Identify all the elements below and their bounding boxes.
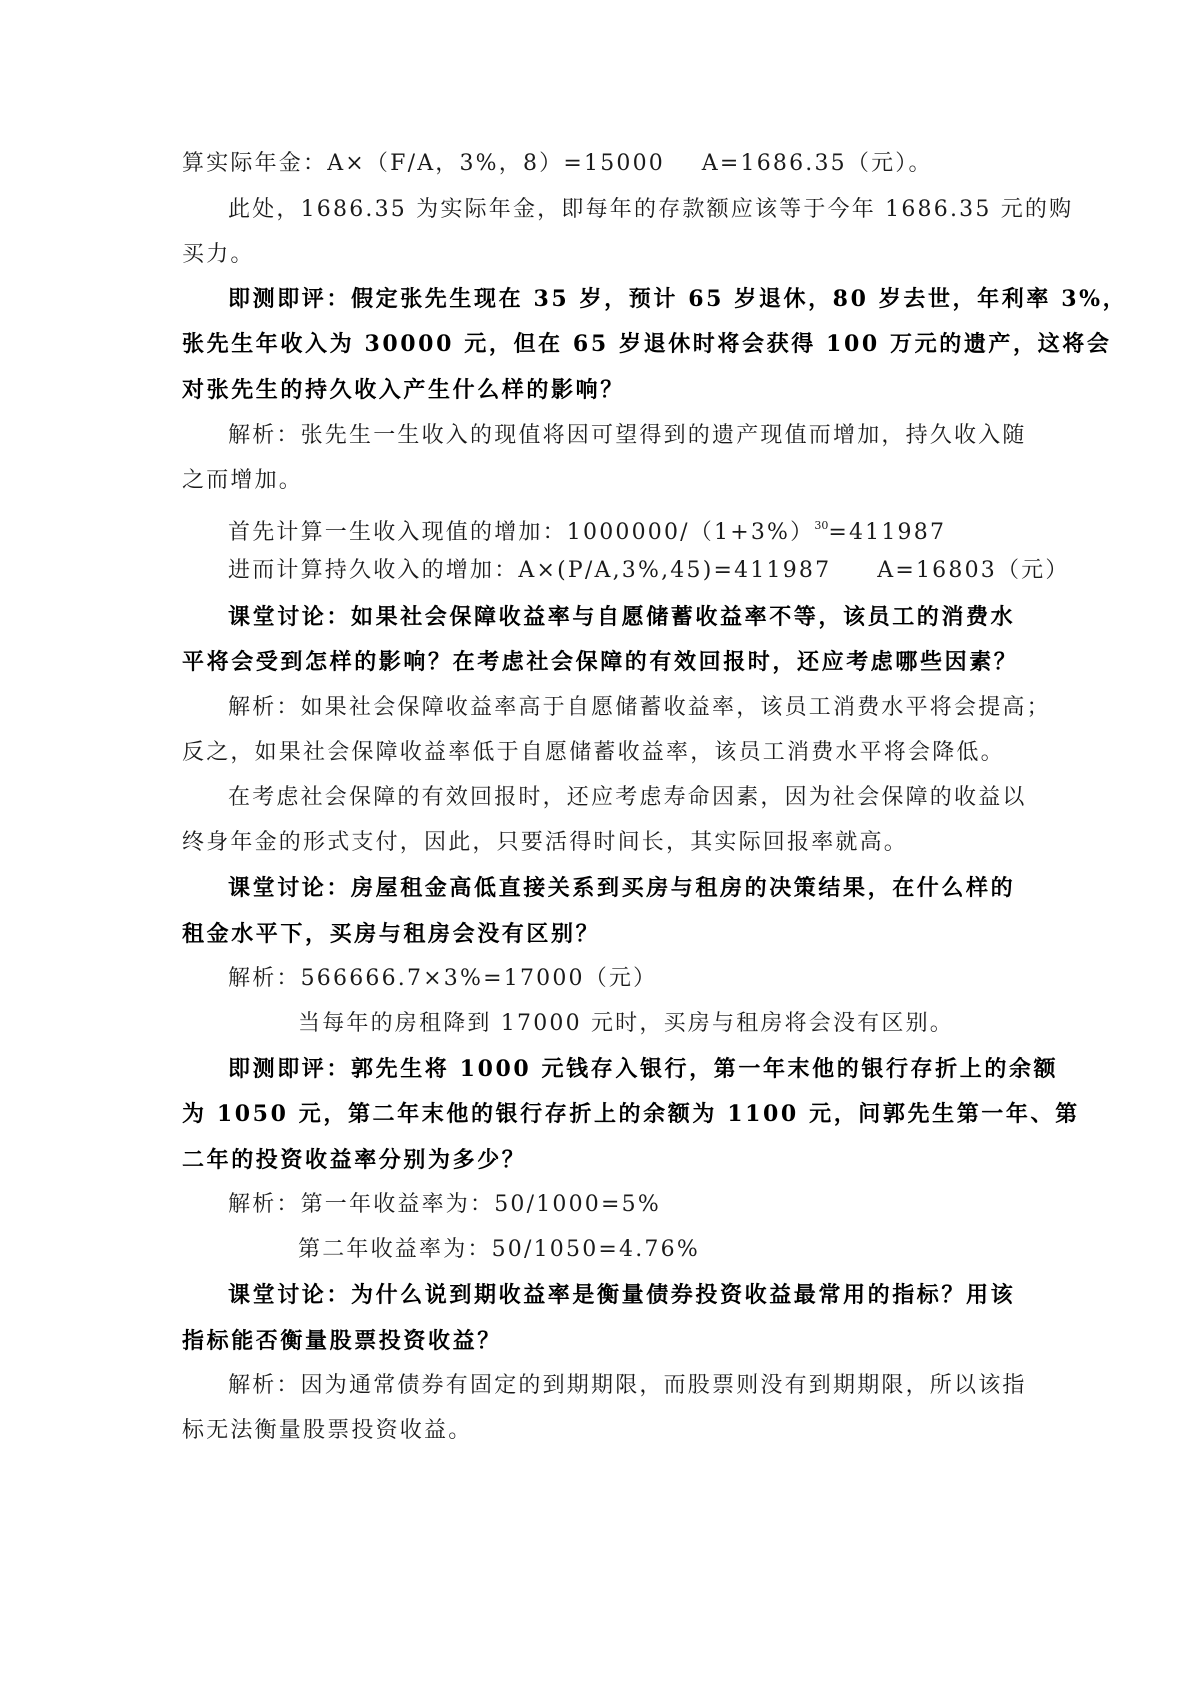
paragraph-line: 算实际年金：A×（F/A，3%，8）=15000 A=1686.35（元）。 [182, 151, 933, 176]
formula-text: 首先计算一生收入现值的增加：1000000/（1+3%） [228, 520, 815, 545]
discussion-question-line: 课堂讨论：如果社会保障收益率与自愿储蓄收益率不等，该员工的消费水 [228, 604, 1016, 630]
discussion-question-line: 租金水平下，买房与租房会没有区别？ [182, 921, 601, 947]
quiz-question-line: 为 1050 元，第二年末他的银行存折上的余额为 1100 元，问郭先生第一年、第 [182, 1101, 1080, 1127]
answer-line: 反之，如果社会保障收益率低于自愿储蓄收益率，该员工消费水平将会降低。 [182, 740, 1005, 765]
answer-line: 在考虑社会保障的有效回报时，还应考虑寿命因素，因为社会保障的收益以 [228, 785, 1027, 810]
answer-line: 解析：因为通常债券有固定的到期期限，而股票则没有到期期限，所以该指 [228, 1373, 1027, 1398]
exponent: 30 [814, 519, 829, 532]
formula-line [228, 512, 946, 547]
quiz-question-line: 张先生年收入为 30000 元，但在 65 岁退休时将会获得 100 万元的遗产，这将会 [182, 331, 1112, 357]
discussion-question-line: 课堂讨论：房屋租金高低直接关系到买房与租房的决策结果，在什么样的 [228, 875, 1016, 901]
answer-line: 第二年收益率为：50/1050=4.76% [298, 1237, 700, 1262]
answer-line: 解析：第一年收益率为：50/1000=5% [228, 1192, 661, 1217]
answer-line: 解析：如果社会保障收益率高于自愿储蓄收益率，该员工消费水平将会提高； [228, 695, 1051, 720]
quiz-question-line: 二年的投资收益率分别为多少？ [182, 1147, 527, 1173]
formula-line: 进而计算持久收入的增加：A×(P/A,3%,45)=411987 A=16803（元） [228, 558, 1070, 583]
discussion-question-line: 平将会受到怎样的影响？在考虑社会保障的有效回报时，还应考虑哪些因素？ [182, 649, 1019, 675]
discussion-question-line: 指标能否衡量股票投资收益？ [182, 1328, 502, 1354]
quiz-question-line: 即测即评：假定张先生现在 35 岁，预计 65 岁退休，80 岁去世，年利率 3%， [228, 286, 1128, 312]
answer-line: 标无法衡量股票投资收益。 [182, 1418, 473, 1443]
answer-line: 当每年的房租降到 17000 元时，买房与租房将会没有区别。 [298, 1011, 954, 1036]
answer-line: 终身年金的形式支付，因此，只要活得时间长，其实际回报率就高。 [182, 830, 909, 855]
discussion-question-line: 课堂讨论：为什么说到期收益率是衡量债券投资收益最常用的指标？用该 [228, 1282, 1016, 1308]
paragraph-line: 此处，1686.35 为实际年金，即每年的存款额应该等于今年 1686.35 元的购 [228, 197, 1074, 222]
quiz-question-line: 对张先生的持久收入产生什么样的影响？ [182, 377, 625, 403]
answer-line: 解析：566666.7×3%=17000（元） [228, 966, 658, 991]
quiz-question-line: 即测即评：郭先生将 1000 元钱存入银行，第一年末他的银行存折上的余额 [228, 1056, 1059, 1082]
formula-text: =411987 [828, 520, 947, 545]
answer-line: 之而增加。 [182, 468, 304, 493]
paragraph-line: 买力。 [182, 242, 255, 267]
answer-line: 解析：张先生一生收入的现值将因可望得到的遗产现值而增加，持久收入随 [228, 423, 1027, 448]
